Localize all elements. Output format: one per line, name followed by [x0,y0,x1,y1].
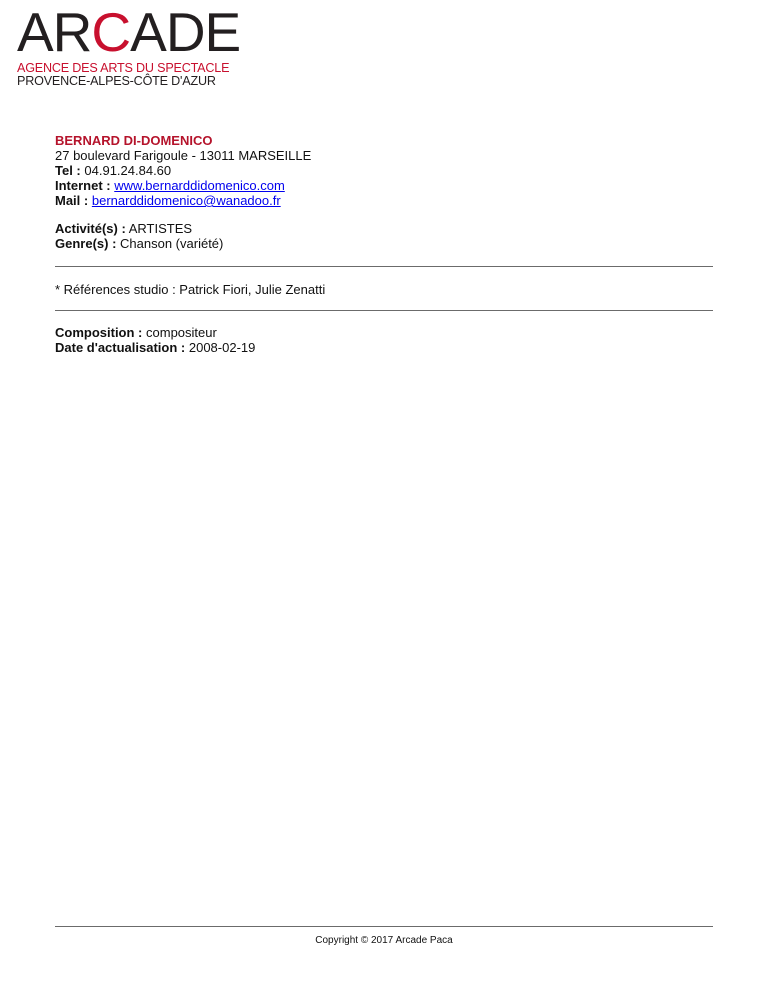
studio-references: * Références studio : Patrick Fiori, Julie Zenatti [55,282,326,297]
email-link[interactable]: bernarddidomenico@wanadoo.fr [91,193,281,208]
composition-value: compositeur [146,325,217,340]
update-date-value: 2008-02-19 [188,340,256,355]
details-block [55,325,255,355]
logo-word-part-1: AR [17,1,92,63]
arcade-logo [17,1,241,88]
genre-value: Chanson (variété) [120,236,224,251]
mail-label: Mail : [55,193,89,208]
logo-wordmark [17,1,241,63]
tel-value: 04.91.24.84.60 [84,163,172,178]
logo-word-part-3: ADE [130,1,241,63]
logo-tagline-1: AGENCE DES ARTS DU SPECTACLE [17,61,230,75]
contact-internet [55,178,713,193]
activity-row [55,221,713,236]
genre-row [55,236,713,251]
contact-tel [55,163,713,178]
update-date-label: Date d'actualisation : [55,340,186,355]
contact-mail [55,193,713,208]
divider-middle [55,310,713,311]
update-date-row [55,340,255,355]
composition-label: Composition : [55,325,143,340]
divider-footer [55,926,713,927]
divider-top [55,266,713,267]
genre-label: Genre(s) : [55,236,117,251]
composition-row [55,325,255,340]
tel-label: Tel : [55,163,81,178]
spacer [55,208,713,221]
activity-value: ARTISTES [128,221,193,236]
contact-address: 27 boulevard Farigoule - 13011 MARSEILLE [55,148,312,163]
logo-tagline-2: PROVENCE-ALPES-CÔTE D'AZUR [17,74,216,88]
contact-name: BERNARD DI-DOMENICO [55,133,213,148]
contact-block [55,133,713,251]
website-link[interactable]: www.bernarddidomenico.com [114,178,285,193]
footer [0,935,768,947]
activity-label: Activité(s) : [55,221,126,236]
internet-label: Internet : [55,178,111,193]
copyright-text: Copyright © 2017 Arcade Paca [315,935,453,946]
logo-word-part-2: C [91,1,131,63]
